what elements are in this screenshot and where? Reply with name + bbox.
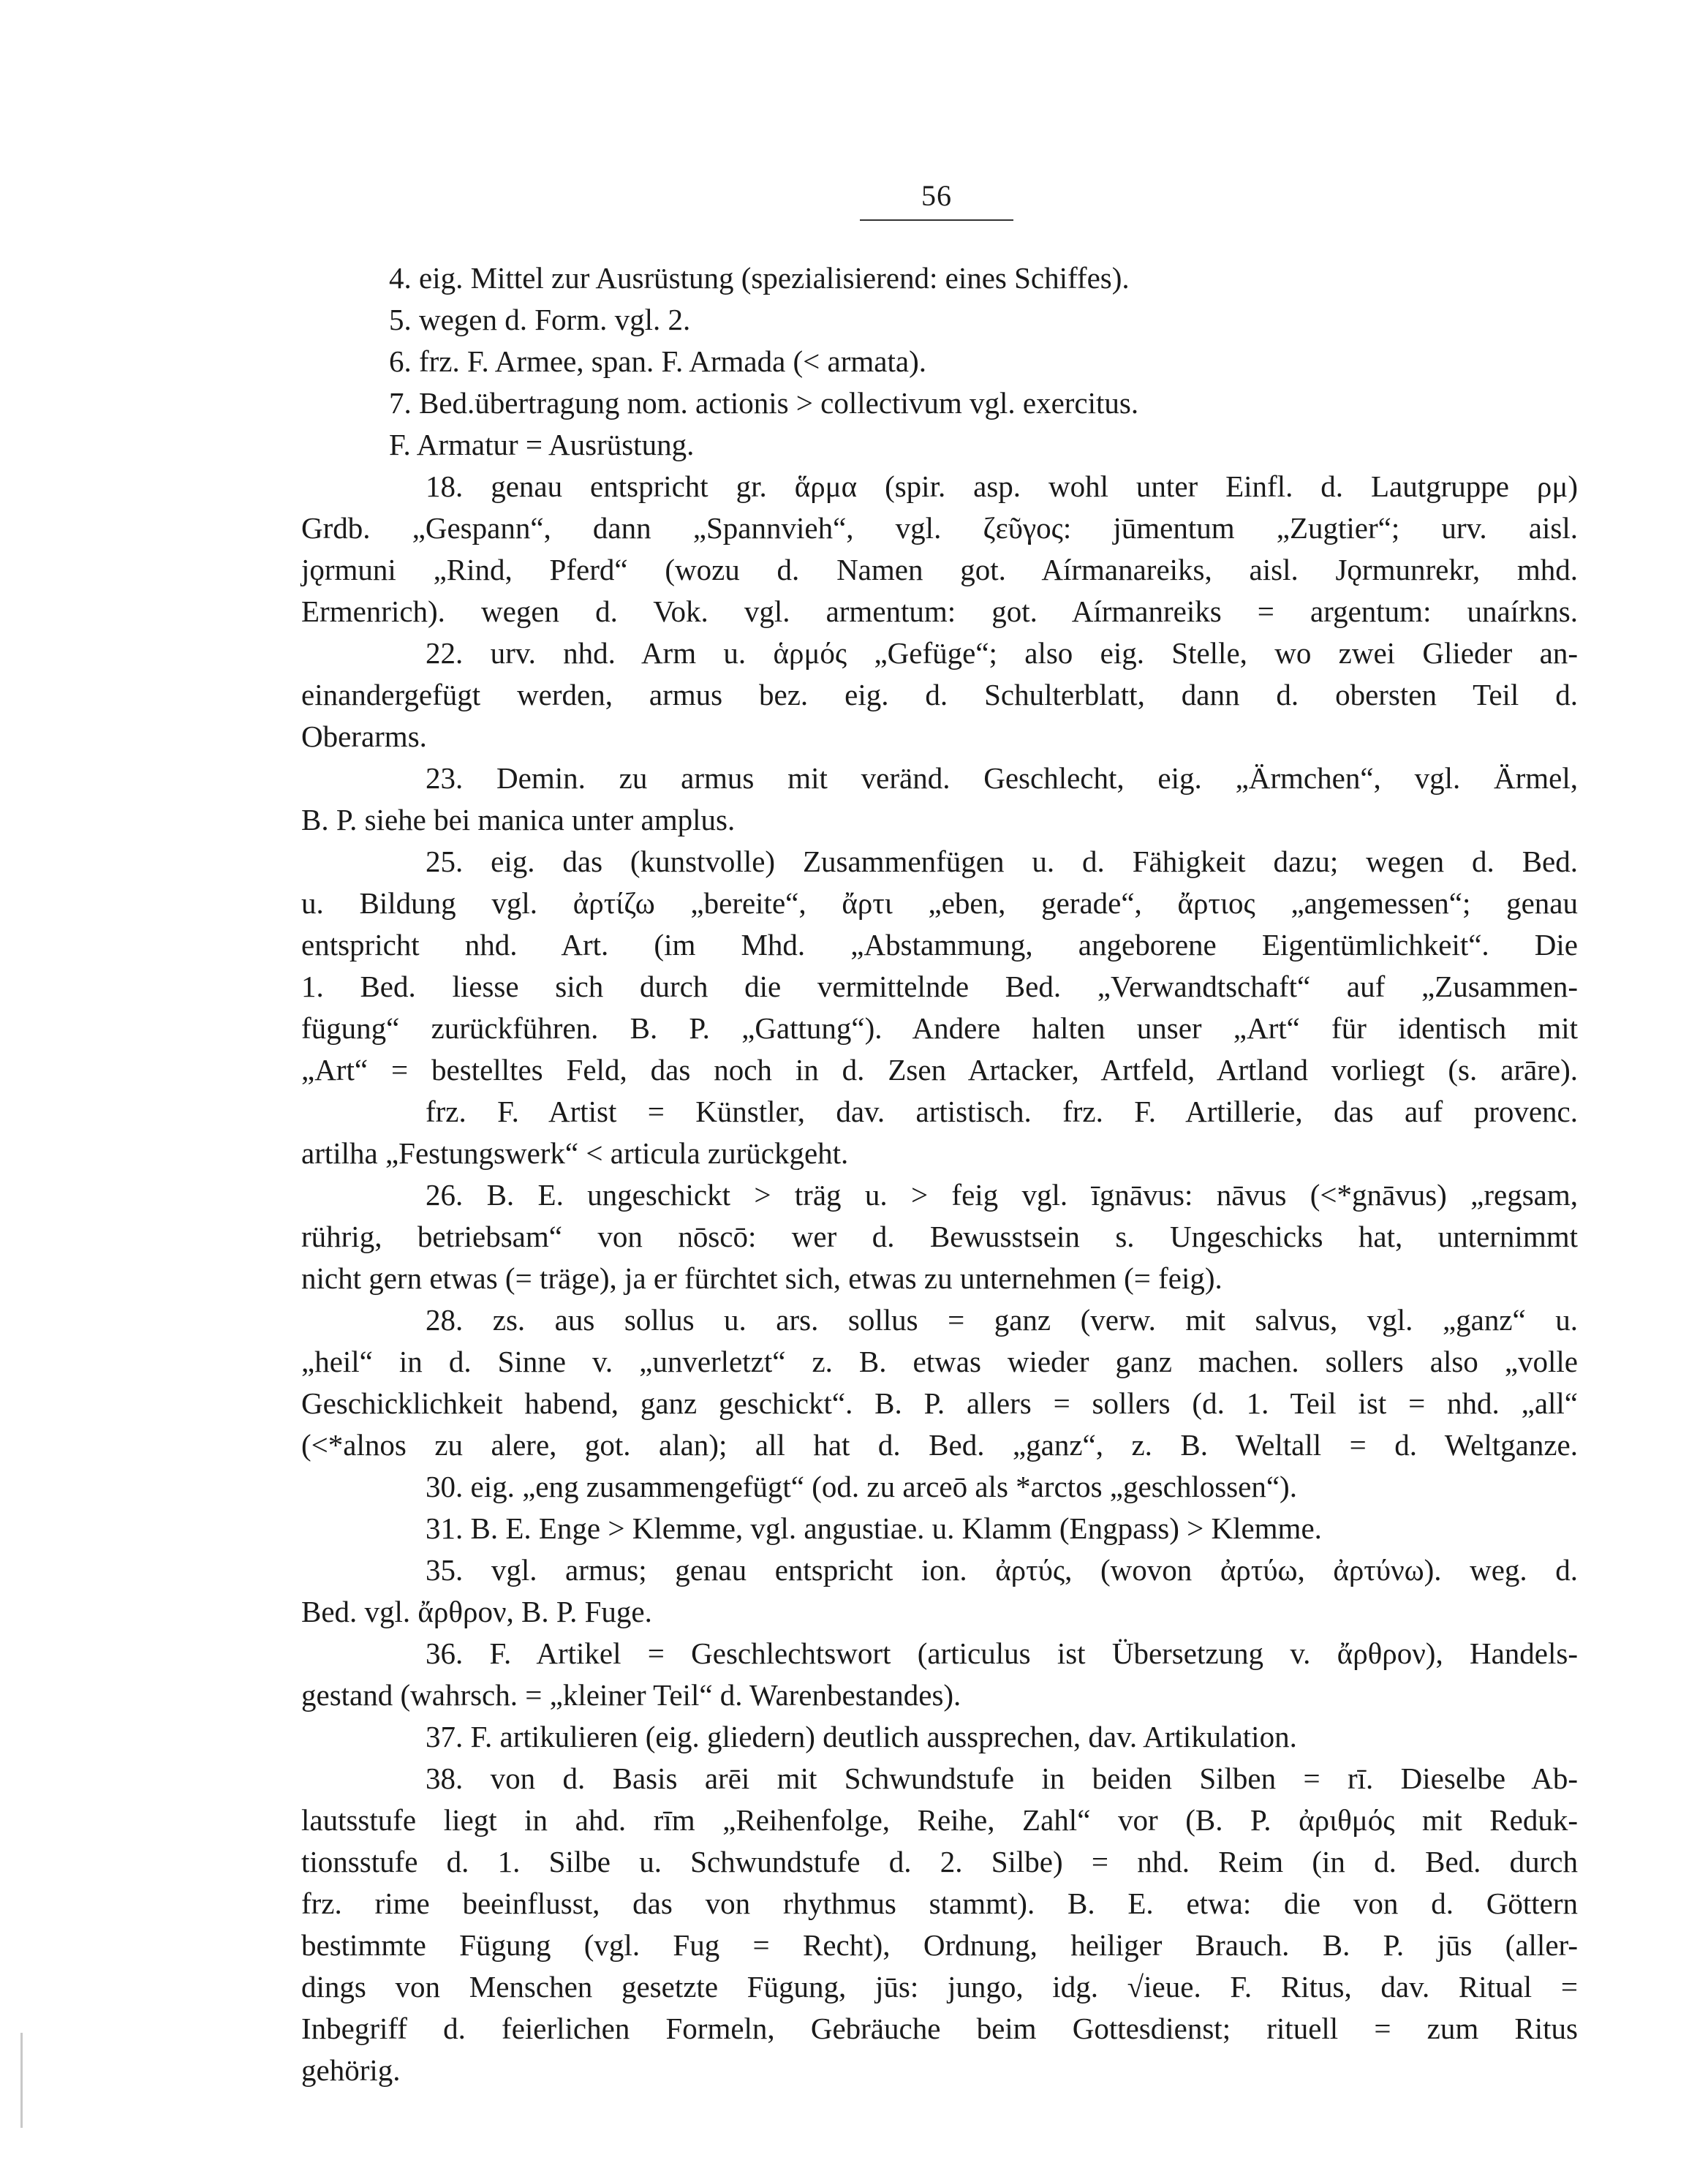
text-line: lautsstufe liegt in ahd. rīm „Reihenfolge, Reihe, Zahl“ vor (B. P. ἀριθμός mit Reduk- xyxy=(301,1803,1578,1837)
text-line: gehörig. xyxy=(301,2053,401,2087)
text-line: fügung“ zurückführen. B. P. „Gattung“). Andere halten unser „Art“ für identisch mit xyxy=(301,1011,1578,1045)
text-line: einandergefügt werden, armus bez. eig. d. Schulterblatt, dann d. obersten Teil d. xyxy=(301,678,1578,711)
text-line: rührig, betriebsam“ von nōscō: wer d. Bewusstsein s. Ungeschicks hat, unternimmt xyxy=(301,1220,1578,1253)
body-text xyxy=(301,257,1578,2091)
text-line: Bed. vgl. ἄρθρον, B. P. Fuge. xyxy=(301,1595,652,1628)
text-line: u. Bildung vgl. ἀρτίζω „bereite“, ἄρτι „eben, gerade“, ἄρτιος „angemessen“; genau xyxy=(301,886,1578,920)
text-line: bestimmte Fügung (vgl. Fug = Recht), Ordnung, heiliger Brauch. B. P. jūs (aller- xyxy=(301,1928,1578,1962)
text-line: 30. eig. „eng zusammengefügt“ (od. zu arceō als *arctos „geschlossen“). xyxy=(426,1470,1297,1503)
text-line: nicht gern etwas (= träge), ja er fürchtet sich, etwas zu unternehmen (= feig). xyxy=(301,1261,1223,1295)
text-line: jǫrmuni „Rind, Pferd“ (wozu d. Namen got. Aírmanareiks, aisl. Jǫrmunrekr, mhd. xyxy=(301,553,1578,586)
text-line: 22. urv. nhd. Arm u. ἁρμός „Gefüge“; also eig. Stelle, wo zwei Glieder an- xyxy=(426,636,1578,670)
text-line: 36. F. Artikel = Geschlechtswort (articulus ist Übersetzung v. ἄρθρον), Handels- xyxy=(426,1636,1578,1670)
text-line: 7. Bed.übertragung nom. actionis > collectivum vgl. exercitus. xyxy=(389,386,1139,420)
text-line: artilha „Festungswerk“ < articula zurückgeht. xyxy=(301,1136,849,1170)
text-line: frz. F. Artist = Künstler, dav. artistisch. frz. F. Artillerie, das auf provenc. xyxy=(426,1095,1578,1128)
text-line: 38. von d. Basis arēi mit Schwundstufe in beiden Silben = rī. Dieselbe Ab- xyxy=(426,1761,1578,1795)
text-line: 35. vgl. armus; genau entspricht ion. ἀρτύς, (wovon ἀρτύω, ἀρτύνω). weg. d. xyxy=(426,1553,1578,1587)
text-line: 18. genau entspricht gr. ἅρμα (spir. asp. wohl unter Einfl. d. Lautgruppe ρμ) xyxy=(426,469,1578,503)
text-line: dings von Menschen gesetzte Fügung, jūs: jungo, idg. √ieue. F. Ritus, dav. Ritual = xyxy=(301,1970,1578,2004)
text-line: frz. rime beeinflusst, das von rhythmus stammt). B. E. etwa: die von d. Göttern xyxy=(301,1887,1578,1920)
page-number: 56 xyxy=(860,174,1013,221)
text-line: (<*alnos zu alere, got. alan); all hat d. Bed. „ganz“, z. B. Weltall = d. Weltganze. xyxy=(301,1428,1578,1462)
text-line: F. Armatur = Ausrüstung. xyxy=(389,428,695,461)
text-line: B. P. siehe bei manica unter amplus. xyxy=(301,803,736,837)
text-line: Ermenrich). wegen d. Vok. vgl. armentum: got. Aírmanreiks = argentum: unaírkns. xyxy=(301,594,1578,628)
text-line: 31. B. E. Enge > Klemme, vgl. angustiae. u. Klamm (Engpass) > Klemme. xyxy=(426,1511,1322,1545)
text-line: 25. eig. das (kunstvolle) Zusammenfügen u. d. Fähigkeit dazu; wegen d. Bed. xyxy=(426,845,1578,878)
text-line: 4. eig. Mittel zur Ausrüstung (spezialisierend: eines Schiffes). xyxy=(389,261,1130,295)
text-line: „heil“ in d. Sinne v. „unverletzt“ z. B. etwas wieder ganz machen. sollers also „volle xyxy=(301,1345,1578,1378)
text-line: 37. F. artikulieren (eig. gliedern) deutlich aussprechen, dav. Artikulation. xyxy=(426,1720,1297,1753)
text-line: Oberarms. xyxy=(301,720,427,753)
text-line: 28. zs. aus sollus u. ars. sollus = ganz (verw. mit salvus, vgl. „ganz“ u. xyxy=(426,1303,1578,1337)
text-line: tionsstufe d. 1. Silbe u. Schwundstufe d. 2. Silbe) = nhd. Reim (in d. Bed. durch xyxy=(301,1845,1578,1878)
text-line: 26. B. E. ungeschickt > träg u. > feig vgl. īgnāvus: nāvus (<*gnāvus) „regsam, xyxy=(426,1178,1578,1212)
text-line: 5. wegen d. Form. vgl. 2. xyxy=(389,303,691,336)
text-line: 6. frz. F. Armee, span. F. Armada (< armata). xyxy=(389,344,926,378)
text-line: Geschicklichkeit habend, ganz geschickt“. B. P. allers = sollers (d. 1. Teil ist = nhd. „all“ xyxy=(301,1386,1578,1420)
text-line: 23. Demin. zu armus mit veränd. Geschlecht, eig. „Ärmchen“, vgl. Ärmel, xyxy=(426,761,1578,795)
text-line: entspricht nhd. Art. (im Mhd. „Abstammung, angeborene Eigentümlichkeit“. Die xyxy=(301,928,1578,962)
text-line: gestand (wahrsch. = „kleiner Teil“ d. Warenbestandes). xyxy=(301,1678,961,1712)
text-line: Grdb. „Gespann“, dann „Spannvieh“, vgl. ζεῦγος: jūmentum „Zugtier“; urv. aisl. xyxy=(301,511,1578,545)
text-line: Inbegriff d. feierlichen Formeln, Gebräuche beim Gottesdienst; rituell = zum Ritus xyxy=(301,2012,1578,2045)
scan-edge-mark xyxy=(20,2033,23,2128)
text-line: „Art“ = bestelltes Feld, das noch in d. Zsen Artacker, Artfeld, Artland vorliegt (s. arāre). xyxy=(301,1053,1578,1087)
text-line: 1. Bed. liesse sich durch die vermittelnde Bed. „Verwandtschaft“ auf „Zusammen- xyxy=(301,970,1578,1003)
